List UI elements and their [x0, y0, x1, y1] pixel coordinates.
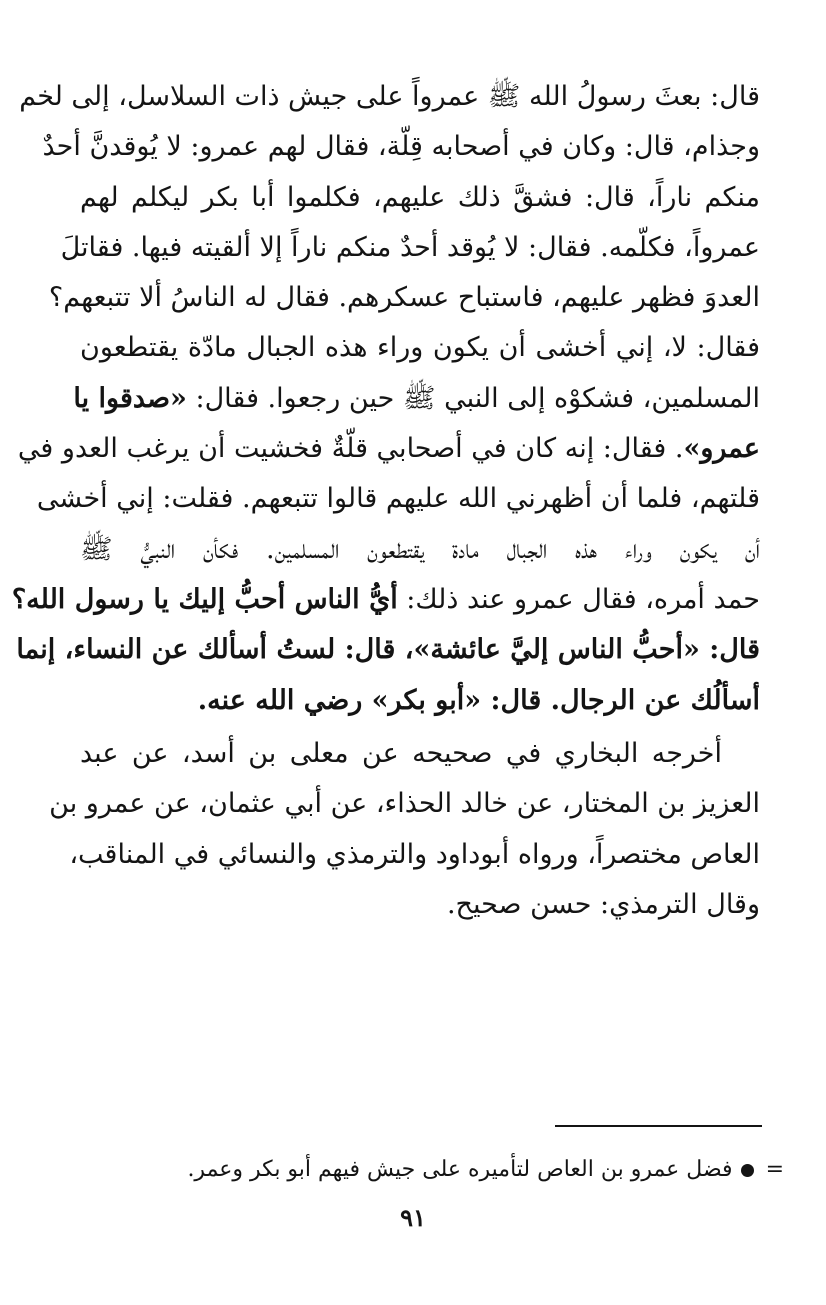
bold-text-segment: أيُّ الناس أحبُّ إليك يا رسول الله؟ [11, 583, 398, 615]
text-line [11, 575, 760, 625]
footnote [64, 1150, 784, 1190]
text-line [80, 676, 760, 726]
text-segment: المسلمين، فشكوْه إلى النبي ﷺ حين رجعوا. فقال: [186, 382, 760, 414]
text-line [80, 323, 760, 373]
text-line: وقال الترمذي: حسن صحيح. [446, 888, 760, 920]
footnote-text: فضل عمرو بن العاص لتأميره على جيش فيهم أبو بكر وعمر. [187, 1157, 733, 1182]
text-line: أخرجه البخاري في صحيحه عن معلى بن أسد، عن عبد [80, 738, 722, 769]
hadith-paragraph [11, 72, 760, 726]
text-line [48, 273, 760, 323]
footnote-separator [555, 1125, 762, 1127]
bold-text-segment: عمرو» [683, 433, 760, 465]
text-line [19, 72, 760, 122]
takhrij-paragraph [49, 729, 760, 930]
text-segment: وجذام، قال: وكان في أصحابه قِلّة، فقال لهم عمرو: لا يُوقدنَّ أحدٌ [42, 131, 760, 163]
bold-text-segment: «صدقوا يا [73, 382, 187, 414]
text-line [60, 223, 760, 273]
text-segment: عمرواً، فكلّمه. فقال: لا يُوقد أحدٌ منكم ناراً إلا ألقيته فيها. فقاتلَ [60, 231, 760, 263]
text-segment: قلتهم، فلما أن أظهرني الله عليهم قالوا تتبعهم. فقلت: إني أخشى [36, 483, 760, 515]
text-line [17, 424, 760, 474]
text-line: العزيز بن المختار، عن خالد الحذاء، عن أبي عثمان، عن عمرو بن [49, 788, 760, 820]
text-line [80, 173, 760, 223]
footnote-continuation-marker: = [765, 1157, 784, 1182]
text-line [36, 474, 760, 524]
text-line [73, 374, 760, 424]
text-segment: منكم ناراً، قال: فشقَّ ذلك عليهم، فكلموا أبا بكر ليكلم لهم [80, 181, 760, 213]
text-segment: قال: بعثَ رسولُ الله ﷺ عمرواً على جيش ذات السلاسل، إلى لخم [19, 81, 760, 112]
text-segment: حمد أمره، فقال عمرو عند ذلك: [397, 583, 760, 615]
text-line: العاص مختصراً، ورواه أبوداود والترمذي والنسائي في المناقب، [69, 838, 760, 870]
text-line [42, 122, 760, 172]
bold-text-segment: قال: «أحبُّ الناس إليَّ عائشة»، قال: لستُ أسألك عن النساء، إنما [16, 634, 760, 666]
text-segment: أن يكون وراء هذه الجبال مادة يقتطعون المسلمين. فكأن النبيُّ ﷺ [80, 533, 760, 565]
text-segment: . فقال: إنه كان في أصحابي قلّةٌ فخشيت أن يرغب العدو في [17, 433, 684, 465]
text-line [80, 525, 760, 575]
bold-text-segment: أسألُك عن الرجال. قال: «أبو بكر» رضي الله عنه. [197, 684, 760, 716]
text-segment: فقال: لا، إني أخشى أن يكون وراء هذه الجبال مادّة يقتطعون [80, 332, 760, 364]
page-number: ٩١ [400, 1203, 426, 1232]
text-line [16, 625, 760, 675]
bullet-icon [741, 1164, 754, 1177]
text-segment: العدوَ فظهر عليهم، فاستباح عسكرهم. فقال له الناسُ ألا تتبعهم؟ [48, 282, 760, 314]
